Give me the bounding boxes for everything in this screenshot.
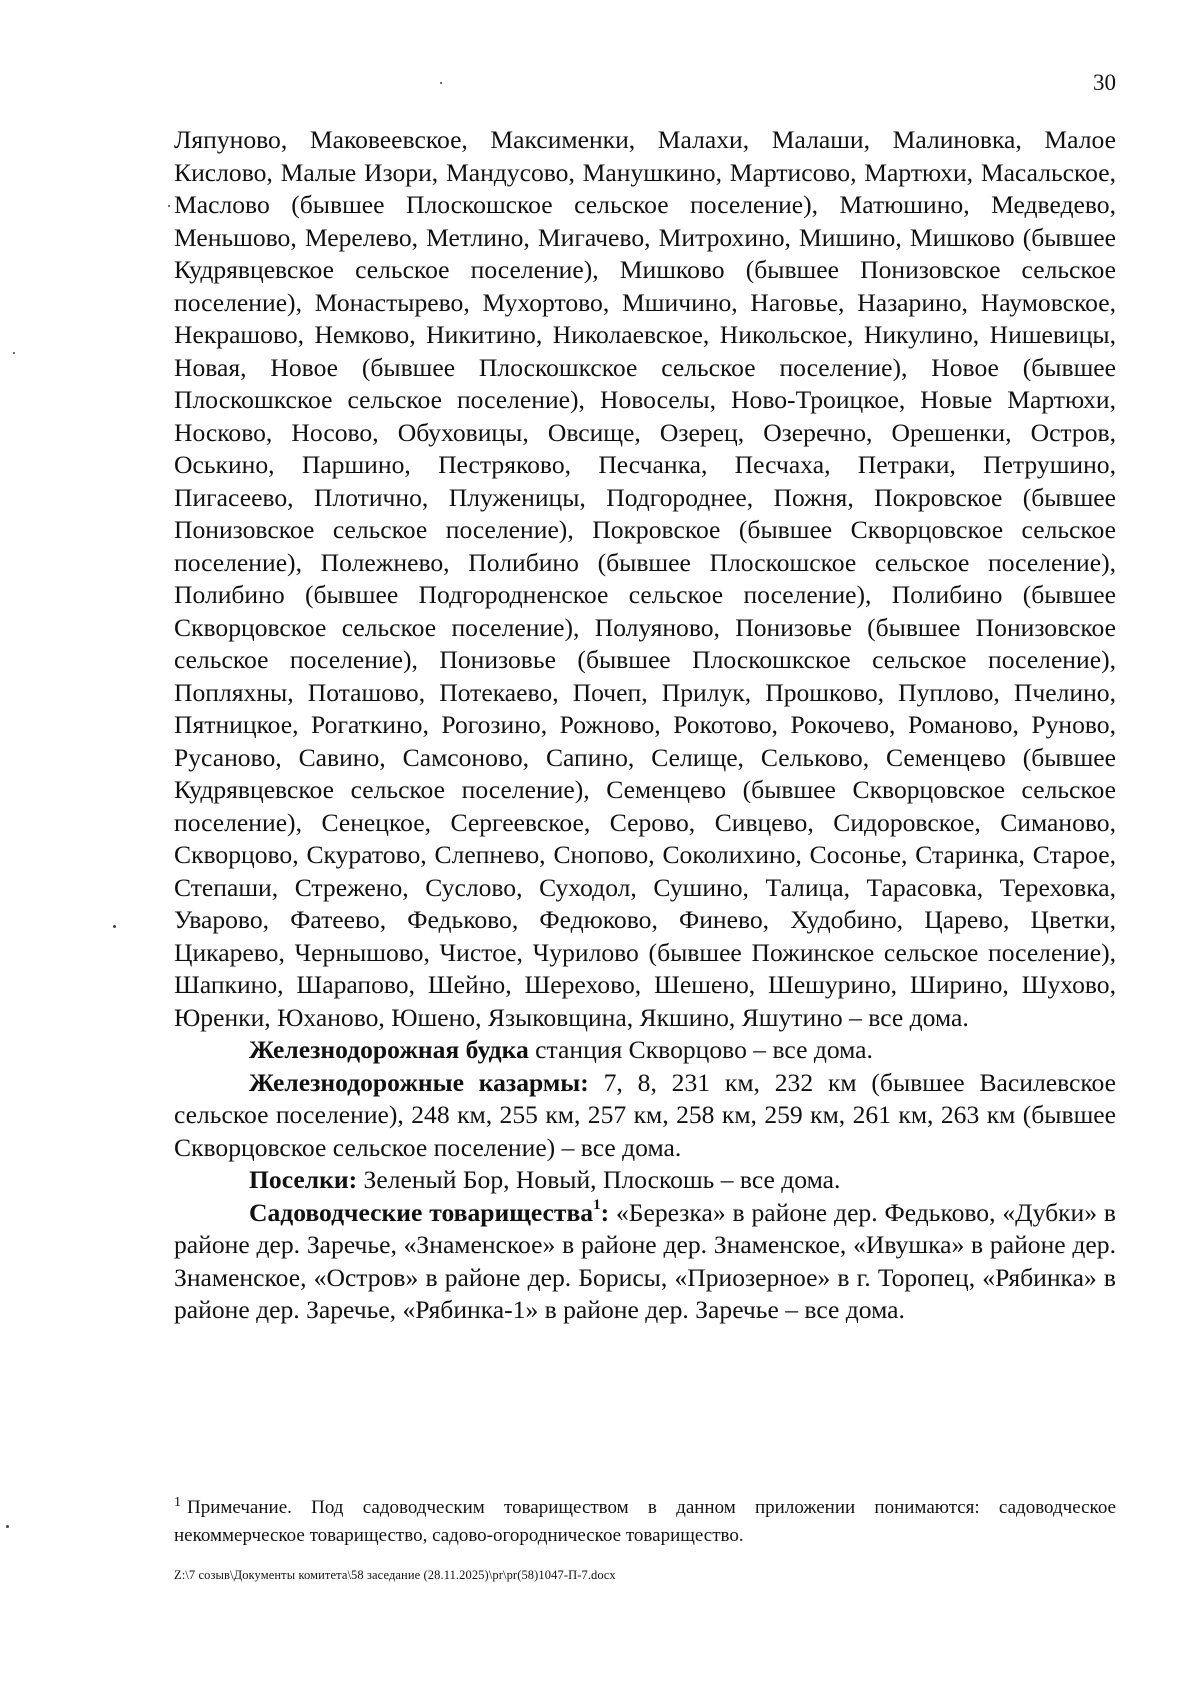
rail-booth-paragraph (174, 1034, 1116, 1067)
page-number: 30 (1093, 70, 1116, 95)
rail-booth-text: станция Скворцово – все дома. (528, 1035, 873, 1064)
settlements-list-paragraph: Ляпуново, Маковеевское, Максименки, Малахи, Малаши, Малиновка, Малое Кислово, Малые Изори, Мандусово, Манушкино, Мартисово, Мартюхи, Масальское, Маслово (бывшее Плоскошское сельское поселение), Матюшино, Медведево, Меньшово, Мерелево, Метлино, Мигачево, Митрохино, Мишино, Мишково (бывшее Кудрявцевское сельское поселение), Мишково (бывшее Понизовское сельское поселение), Монастырево, Мухортово, Мшичино, Наговье, Назарино, Наумовское, Некрашово, Немково, Никитино, Николаевское, Никольское, Никулино, Нишевицы, Новая, Новое (бывшее Плоскошкское сельское поселение), Новое (бывшее Плоскошкское сельское поселение), Новоселы, Ново-Троицкое, Новые Мартюхи, Носково, Носово, Обуховицы, Овсище, Озерец, Озеречно, Орешенки, Остров, Оськино, Паршино, Пестряково, Песчанка, Песчаха, Петраки, Петрушино, Пигасеево, Плотично, Плуженицы, Подгороднее, Пожня, Покровское (бывшее Понизовское сельское поселение), Покровское (бывшее Скворцовское сельское поселение), Полежнево, Полибино (бывшее Плоскошское сельское поселение), Полибино (бывшее Подгородненское сельское поселение), Полибино (бывшее Скворцовское сельское поселение), Полуяново, Понизовье (бывшее Понизовское сельское поселение), Понизовье (бывшее Плоскошкское сельское поселение), Попляхны, Поташово, Потекаево, Почеп, Прилук, Прошково, Пуплово, Пчелино, Пятницкое, Рогаткино, Рогозино, Рожново, Рокотово, Рокочево, Романово, Руново, Русаново, Савино, Самсоново, Сапино, Селище, Сельково, Семенцево (бывшее Кудрявцевское сельское поселение), Семенцево (бывшее Скворцовское сельское поселение), Сенецкое, Сергеевское, Серово, Сивцево, Сидоровское, Симаново, Скворцово, Скуратово, Слепнево, Снопово, Соколихино, Сосонье, Старинка, Старое, Степаши, Стрежено, Суслово, Суходол, Сушино, Талица, Тарасовка, Тереховка, Уварово, Фатеево, Федьково, Федюково, Финево, Худобино, Царево, Цветки, Цикарево, Чернышово, Чистое, Чурилово (бывшее Пожинское сельское поселение), Шапкино, Шарапово, Шейно, Шерехово, Шешено, Шешурино, Ширино, Шухово, Юренки, Юханово, Юшено, Языковщина, Якшино, Яшутино – все дома. (174, 125, 1116, 1032)
gardens-paragraph (174, 1197, 1116, 1327)
footnote-text: Примечание. Под садоводческим товариществом в данном приложении понимаются: садоводческое некоммерческое товарищество, садово-огородническое товарищество. (174, 1497, 1116, 1546)
footnote-reference: 1 (593, 1196, 601, 1213)
gardens-colon: : (600, 1197, 610, 1227)
settlements-text: Зеленый Бор, Новый, Плоскошь – все дома. (357, 1165, 841, 1194)
document-body (174, 124, 1116, 1327)
rail-barracks-paragraph (174, 1067, 1116, 1165)
gardens-text: «Березка» в районе дер. Федьково, «Дубки» в районе дер. Заречье, «Знаменское» в районе дер. Знаменское, «Ивушка» в районе дер. Знаменское, «Остров» в районе дер. Борисы, «Приозерное» в г. Торопец, «Рябинка» в районе дер. Заречье, «Рябинка-1» в районе дер. Заречье – все дома. (174, 1197, 1116, 1324)
scan-speck (13, 352, 15, 354)
settlements-paragraph (174, 1164, 1116, 1197)
gardens-label: Садоводческие товарищества (249, 1197, 594, 1227)
scan-speck (113, 925, 116, 928)
settlements-label: Поселки: (249, 1165, 358, 1194)
rail-barracks-text: 7, 8, 231 км, 232 км (бывшее Василевское сельское поселение), 248 км, 255 км, 257 км, 258 км, 259 км, 261 км, 263 км (бывшее Скворцовское сельское поселение) – все дома. (174, 1067, 1116, 1162)
footnote (174, 1494, 1116, 1550)
scan-speck (168, 205, 170, 207)
rail-barracks-label: Железнодорожные казармы: (249, 1067, 589, 1097)
scan-speck (440, 82, 442, 84)
footnote-mark: 1 (174, 1494, 181, 1510)
rail-booth-label: Железнодорожная будка (249, 1035, 529, 1064)
file-path: Z:\7 созыв\Документы комитета\58 заседание (28.11.2025)\pr\pr(58)1047-П-7.docx (174, 1568, 616, 1582)
scan-speck (6, 1525, 9, 1528)
